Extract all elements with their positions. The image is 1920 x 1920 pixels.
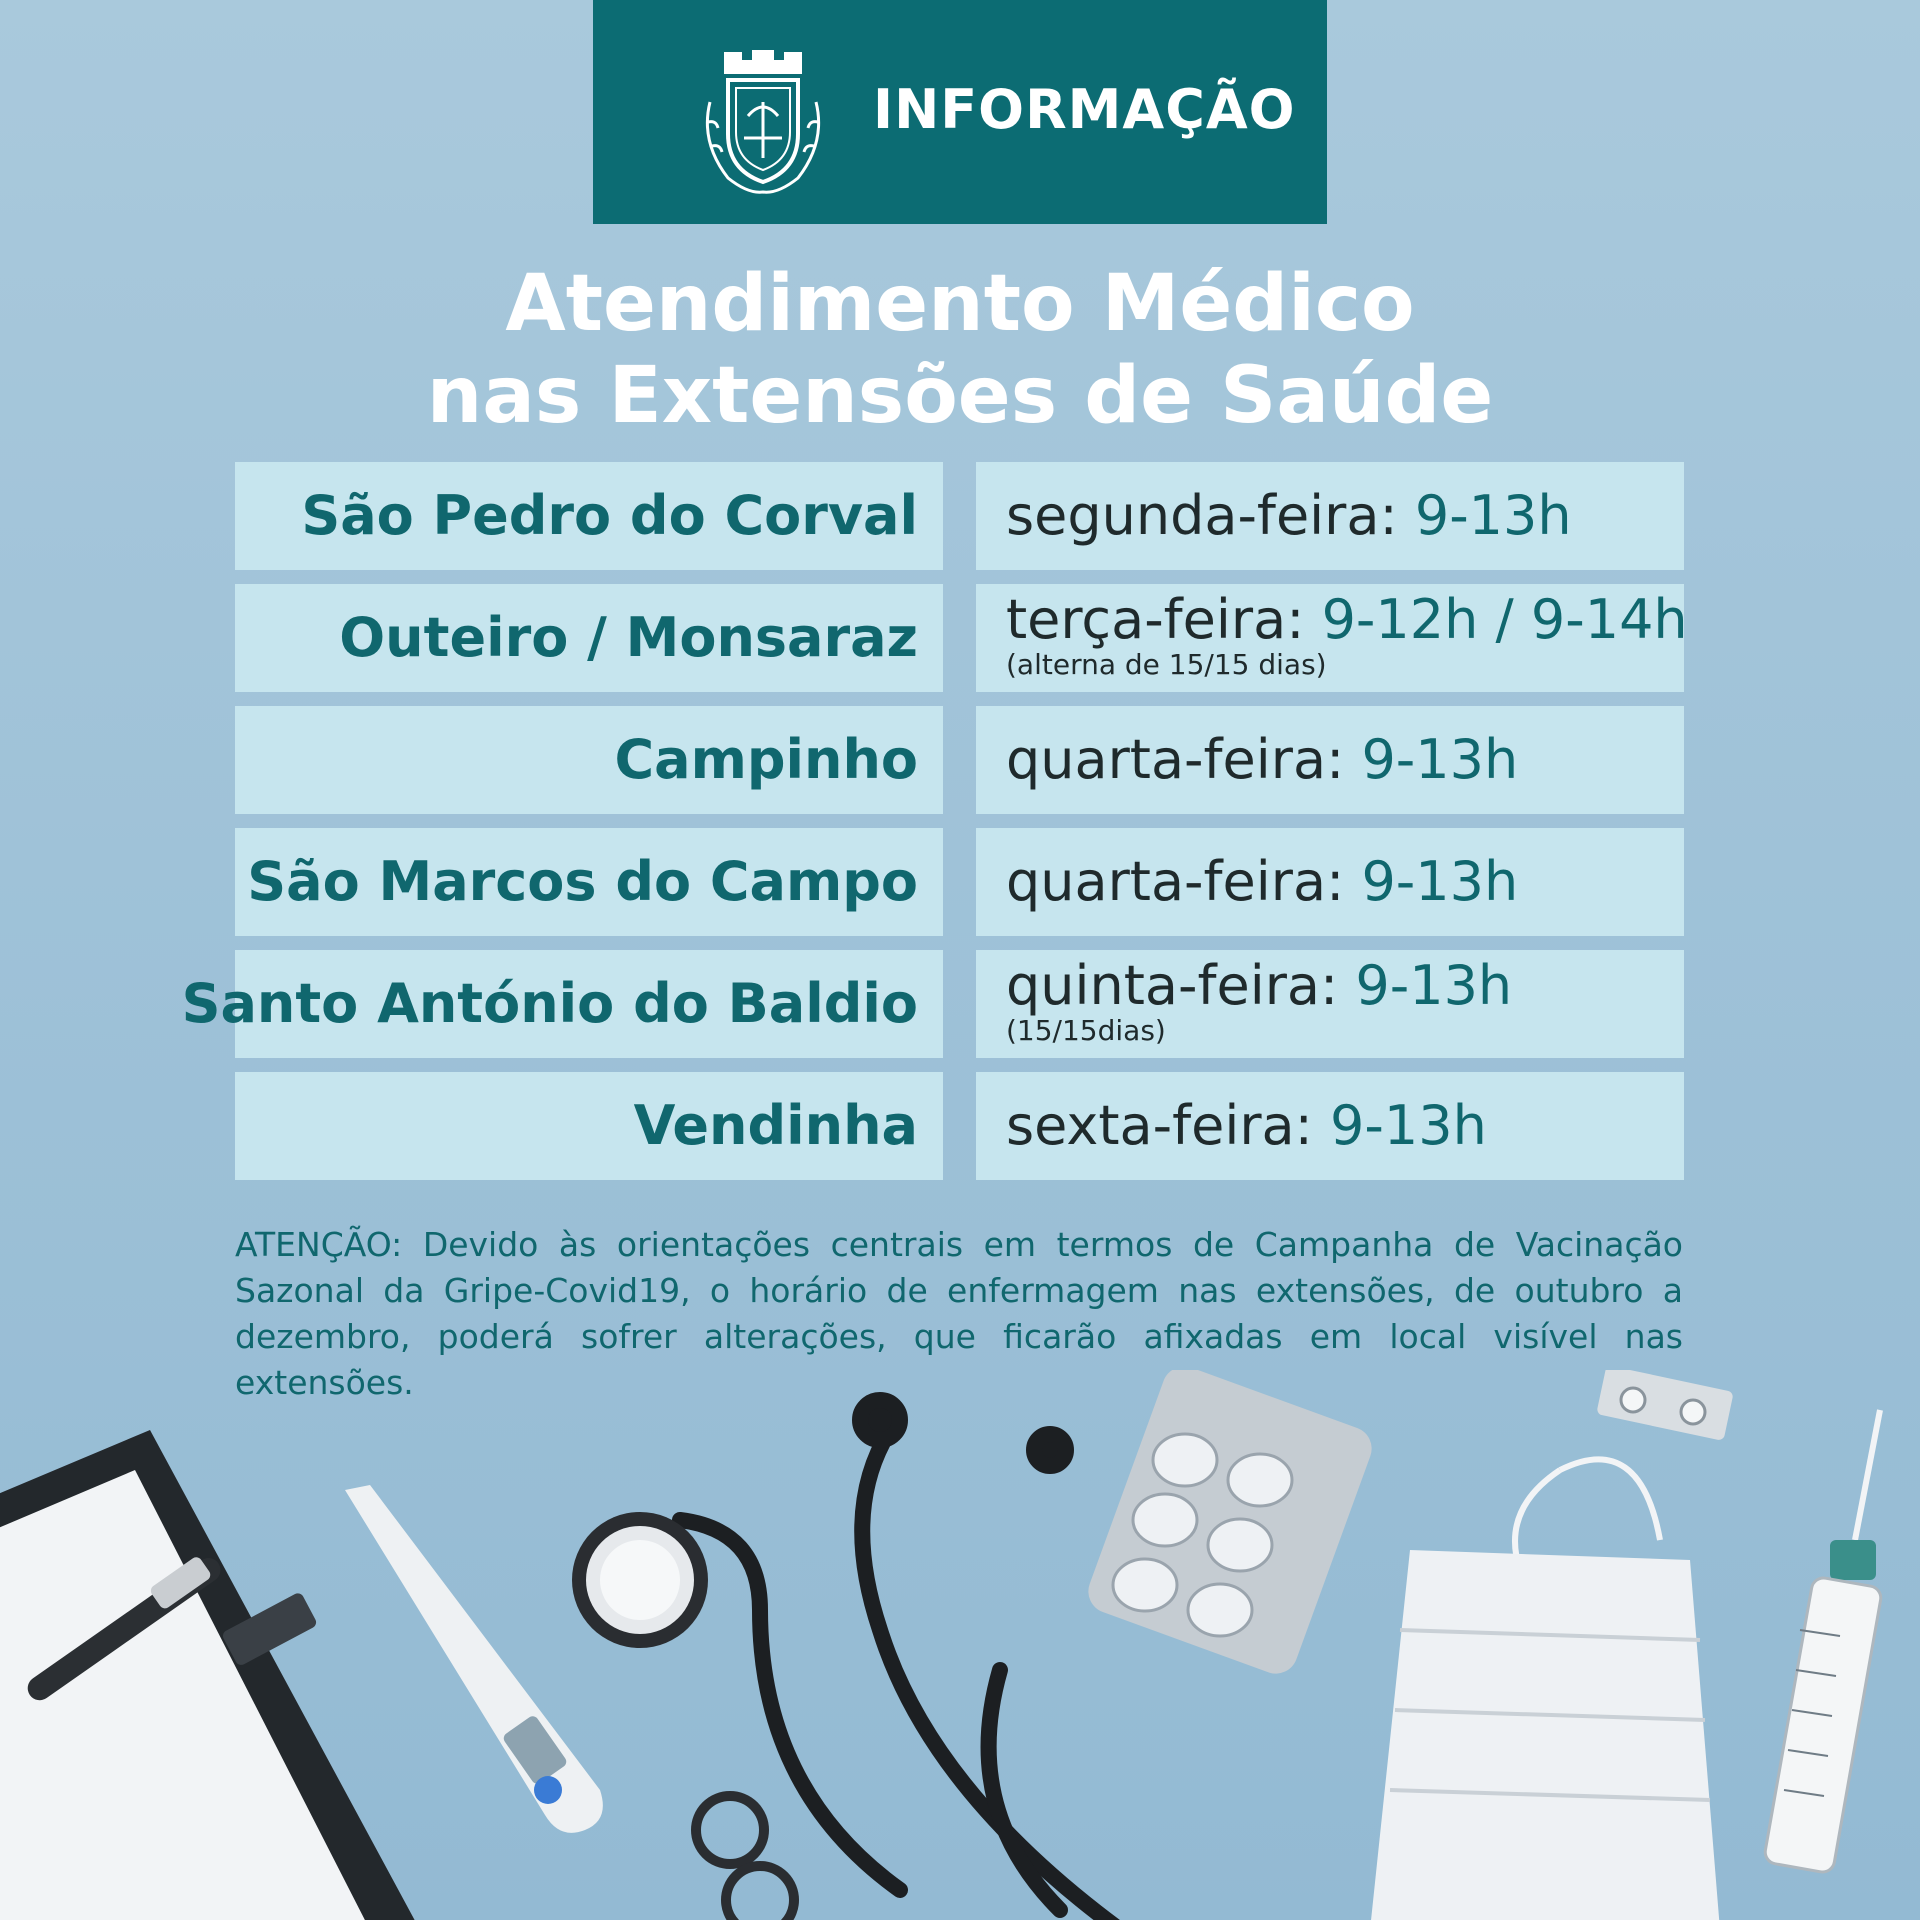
pill-strip-icon <box>1596 1370 1734 1441</box>
schedule-hours: 9-13h <box>1361 850 1519 913</box>
municipal-crest-icon <box>688 42 838 202</box>
attention-notice: ATENÇÃO: Devido às orientações centrais em termos de Campanha de Vacinação Sazonal da Gripe-Covid19, o horário de enfermagem nas extensões, de outubro a dezembro, poderá sofrer alterações, que ficarão afixadas em local visível nas extensões. <box>235 1225 1683 1402</box>
location-cell <box>235 584 943 692</box>
syringe-icon <box>1763 1410 1882 1874</box>
location-cell <box>181 950 943 1058</box>
schedule-text <box>1006 850 1519 913</box>
schedule-cell <box>976 950 1684 1058</box>
location-name: São Pedro do Corval <box>301 484 918 547</box>
schedule-hours: 9-13h <box>1330 1094 1487 1157</box>
schedule-hours: 9-13h <box>1355 954 1513 1017</box>
pill-blister-icon <box>1082 1370 1378 1680</box>
location-name: Santo António do Baldio <box>181 972 918 1035</box>
schedule-day: sexta-feira: <box>1006 1094 1313 1157</box>
stethoscope-icon <box>680 1400 1120 1920</box>
schedule-cell <box>976 584 1688 692</box>
medical-equipment-illustration <box>0 1370 1920 1920</box>
page-title <box>0 258 1920 442</box>
page-title-line-2: nas Extensões de Saúde <box>426 351 1494 441</box>
location-cell <box>235 706 943 814</box>
location-name: Campinho <box>614 728 918 791</box>
location-name: São Marcos do Campo <box>247 850 918 913</box>
schedule-day: segunda-feira: <box>1006 484 1398 547</box>
location-cell <box>235 828 943 936</box>
schedule-day: terça-feira: <box>1006 588 1305 651</box>
page-title-line-1: Atendimento Médico <box>505 259 1415 349</box>
schedule-hours: 9-13h <box>1361 728 1519 791</box>
schedule-note: (15/15dias) <box>1006 1014 1166 1047</box>
schedule-hours: 9-12h / 9-14h <box>1321 588 1688 651</box>
schedule-cell <box>976 1072 1684 1180</box>
scissors-icon <box>696 1796 794 1920</box>
schedule-text <box>1006 484 1572 547</box>
header-banner <box>593 0 1327 224</box>
schedule-text <box>1006 588 1688 651</box>
schedule-text <box>1006 954 1513 1017</box>
schedule-text <box>1006 728 1519 791</box>
schedule-cell <box>976 462 1684 570</box>
schedule-hours: 9-13h <box>1414 484 1572 547</box>
location-name: Vendinha <box>633 1094 918 1157</box>
location-cell <box>235 1072 943 1180</box>
schedule-day: quarta-feira: <box>1006 728 1345 791</box>
stethoscope-chestpiece-icon <box>572 1512 708 1648</box>
schedule-cell <box>976 828 1684 936</box>
location-cell <box>235 462 943 570</box>
location-name: Outeiro / Monsaraz <box>339 606 918 669</box>
schedule-note: (alterna de 15/15 dias) <box>1006 648 1327 681</box>
face-mask-icon <box>1370 1459 1720 1920</box>
banner-title: INFORMAÇÃO <box>873 78 1296 141</box>
schedule-day: quinta-feira: <box>1006 954 1339 1017</box>
schedule-text <box>1006 1094 1487 1157</box>
schedule-day: quarta-feira: <box>1006 850 1345 913</box>
thermometer-icon <box>345 1485 603 1833</box>
schedule-cell <box>976 706 1684 814</box>
